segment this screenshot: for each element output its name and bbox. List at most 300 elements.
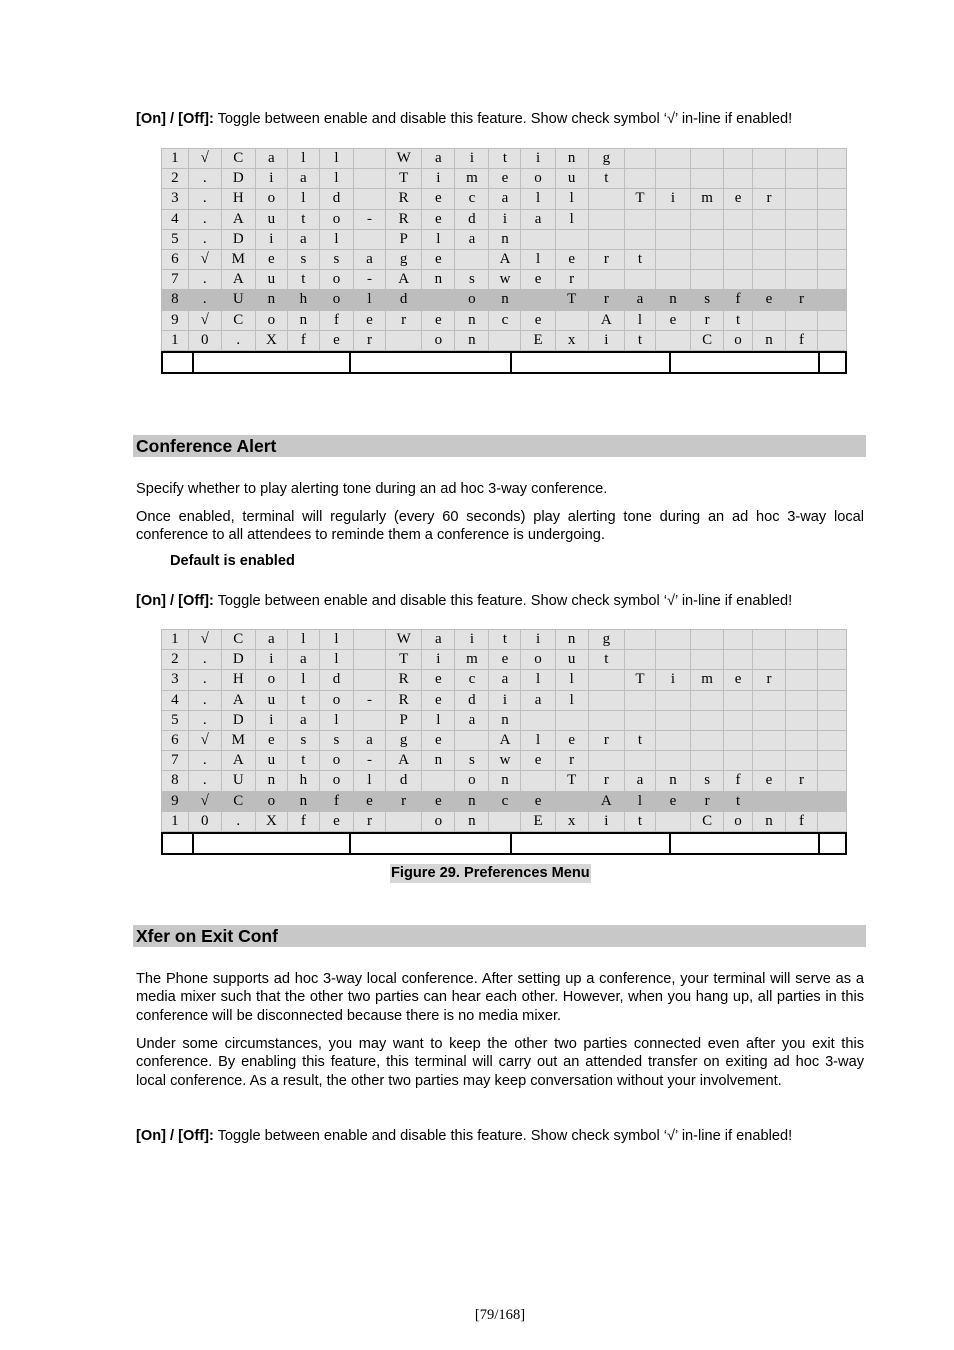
lcd-cell: e [521, 751, 555, 771]
lcd-cell: l [287, 670, 319, 690]
lcd-cell [724, 169, 753, 189]
lcd-cell: W [386, 149, 422, 169]
lcd-cell [818, 690, 847, 710]
lcd-cell: 5 [162, 229, 189, 249]
lcd-cell [655, 169, 690, 189]
lcd-cell: . [188, 169, 221, 189]
lcd-cell [386, 811, 422, 831]
lcd-cell [655, 751, 690, 771]
menu-row [162, 730, 847, 750]
lcd-cell [724, 270, 753, 290]
lcd-cell: T [624, 189, 655, 209]
lcd-cell: - [354, 751, 386, 771]
xfer-paragraph-1: The Phone supports ad hoc 3-way local conference. After setting up a conference, your terminal will serve as a media mixer such that the other two parties can hear each other. However, when you hang up, all parties in this conference will be disconnected because there is no media mixer. [136, 971, 864, 1024]
lcd-cell: l [521, 249, 555, 269]
lcd-cell [354, 189, 386, 209]
lcd-cell: . [188, 670, 221, 690]
lcd-cell: s [287, 249, 319, 269]
lcd-cell: t [489, 630, 521, 650]
lcd-cell: d [319, 670, 353, 690]
lcd-cell: o [255, 310, 287, 330]
lcd-cell [624, 169, 655, 189]
lcd-cell: c [489, 310, 521, 330]
lcd-cell: 6 [162, 249, 189, 269]
lcd-cell: e [354, 791, 386, 811]
default-setting: Default is enabled [170, 553, 295, 569]
lcd-cell: o [724, 811, 753, 831]
lcd-cell [786, 630, 818, 650]
lcd-cell: A [386, 270, 422, 290]
lcd-cell: r [588, 290, 624, 310]
lcd-cell: r [786, 290, 818, 310]
lcd-cell: o [319, 270, 353, 290]
lcd-cell: f [319, 791, 353, 811]
lcd-cell: r [786, 771, 818, 791]
lcd-cell: 3 [162, 670, 189, 690]
lcd-cell: l [422, 710, 455, 730]
lcd-cell: e [489, 650, 521, 670]
lcd-cell [724, 630, 753, 650]
lcd-cell: a [521, 209, 555, 229]
lcd-cell: m [691, 670, 724, 690]
lcd-cell [818, 811, 847, 831]
lcd-cell [752, 710, 785, 730]
lcd-cell [752, 229, 785, 249]
lcd-cell [555, 229, 588, 249]
lcd-cell: m [455, 650, 489, 670]
lcd-cell: i [588, 811, 624, 831]
lcd-cell: e [521, 791, 555, 811]
lcd-cell: a [455, 710, 489, 730]
lcd-cell [786, 751, 818, 771]
lcd-cell [521, 710, 555, 730]
lcd-cell: e [255, 730, 287, 750]
lcd-cell: e [655, 791, 690, 811]
lcd-cell: f [319, 310, 353, 330]
lcd-cell: D [221, 169, 255, 189]
lcd-cell: a [489, 189, 521, 209]
lcd-cell [786, 310, 818, 330]
lcd-cell [588, 270, 624, 290]
lcd-cell: E [521, 811, 555, 831]
lcd-cell [818, 670, 847, 690]
lcd-cell: a [255, 149, 287, 169]
lcd-cell: n [752, 811, 785, 831]
lcd-cell [655, 730, 690, 750]
lcd-cell: s [455, 751, 489, 771]
lcd-cell [752, 730, 785, 750]
lcd-cell [588, 690, 624, 710]
lcd-cell: . [188, 690, 221, 710]
lcd-cell: t [287, 209, 319, 229]
lcd-cell [818, 330, 847, 350]
lcd-cell [624, 209, 655, 229]
lcd-cell: i [255, 169, 287, 189]
lcd-cell [691, 270, 724, 290]
lcd-cell: n [489, 229, 521, 249]
lcd-cell: u [255, 270, 287, 290]
lcd-cell: r [354, 330, 386, 350]
lcd-cell: e [521, 270, 555, 290]
lcd-cell: s [691, 771, 724, 791]
lcd-cell: d [455, 690, 489, 710]
lcd-cell: . [188, 270, 221, 290]
lcd-cell: f [287, 811, 319, 831]
lcd-cell: f [724, 771, 753, 791]
lcd-cell [752, 630, 785, 650]
lcd-cell [786, 209, 818, 229]
lcd-cell: o [422, 330, 455, 350]
lcd-cell [818, 149, 847, 169]
lcd-cell: m [455, 169, 489, 189]
onoff-description-3 [136, 1127, 864, 1145]
lcd-cell [818, 771, 847, 791]
lcd-cell: o [455, 771, 489, 791]
lcd-cell: e [422, 209, 455, 229]
lcd-cell: h [287, 771, 319, 791]
menu-row [162, 169, 847, 189]
lcd-cell [655, 249, 690, 269]
lcd-cell: 0 [188, 330, 221, 350]
lcd-cell: H [221, 189, 255, 209]
lcd-cell: 1 [162, 330, 189, 350]
lcd-cell: H [221, 670, 255, 690]
lcd-cell: l [555, 209, 588, 229]
lcd-cell: D [221, 650, 255, 670]
menu-row [162, 751, 847, 771]
lcd-cell: m [691, 189, 724, 209]
lcd-cell: 8 [162, 290, 189, 310]
lcd-cell [691, 690, 724, 710]
lcd-cell [818, 249, 847, 269]
lcd-cell: r [555, 751, 588, 771]
lcd-cell: A [221, 690, 255, 710]
menu-row [162, 189, 847, 209]
menu-row-selected [162, 791, 847, 811]
lcd-cell: e [354, 310, 386, 330]
lcd-cell [818, 270, 847, 290]
lcd-cell: M [221, 730, 255, 750]
lcd-cell: i [422, 169, 455, 189]
lcd-cell [752, 690, 785, 710]
lcd-cell: i [521, 630, 555, 650]
lcd-cell: √ [188, 310, 221, 330]
lcd-cell: . [188, 209, 221, 229]
lcd-cell [818, 710, 847, 730]
lcd-cell: l [354, 290, 386, 310]
lcd-cell: r [691, 791, 724, 811]
lcd-cell [555, 791, 588, 811]
lcd-cell: g [588, 630, 624, 650]
lcd-cell [354, 630, 386, 650]
lcd-cell [691, 169, 724, 189]
lcd-cell: T [386, 169, 422, 189]
lcd-cell: l [521, 730, 555, 750]
lcd-cell: 6 [162, 730, 189, 750]
lcd-cell: c [489, 791, 521, 811]
lcd-cell: s [691, 290, 724, 310]
lcd-cell: 4 [162, 209, 189, 229]
lcd-cell [655, 330, 690, 350]
lcd-cell: C [221, 630, 255, 650]
lcd-cell [655, 690, 690, 710]
lcd-cell [624, 690, 655, 710]
lcd-cell [588, 209, 624, 229]
lcd-cell: a [422, 630, 455, 650]
lcd-cell [818, 209, 847, 229]
lcd-cell: U [221, 771, 255, 791]
lcd-cell: e [255, 249, 287, 269]
lcd-cell: . [188, 751, 221, 771]
lcd-cell [455, 249, 489, 269]
lcd-cell: n [489, 710, 521, 730]
lcd-cell: f [287, 330, 319, 350]
lcd-cell: t [724, 310, 753, 330]
lcd-cell [624, 229, 655, 249]
lcd-cell: t [624, 811, 655, 831]
lcd-cell [624, 149, 655, 169]
onoff-text: Toggle between enable and disable this feature. Show check symbol ‘√’ in-line if enabled! [217, 1128, 793, 1144]
lcd-cell [489, 330, 521, 350]
menu-row [162, 690, 847, 710]
lcd-cell: n [422, 751, 455, 771]
menu-row [162, 670, 847, 690]
lcd-cell [786, 670, 818, 690]
lcd-cell: 3 [162, 189, 189, 209]
lcd-cell: e [422, 791, 455, 811]
lcd-cell [724, 229, 753, 249]
lcd-cell: 2 [162, 169, 189, 189]
lcd-cell [386, 330, 422, 350]
lcd-cell [818, 630, 847, 650]
lcd-cell [724, 249, 753, 269]
menu-row [162, 249, 847, 269]
lcd-cell: g [588, 149, 624, 169]
lcd-cell [752, 310, 785, 330]
lcd-cell: 7 [162, 270, 189, 290]
lcd-cell [354, 670, 386, 690]
lcd-cell: √ [188, 249, 221, 269]
lcd-cell [455, 730, 489, 750]
lcd-cell: . [188, 710, 221, 730]
lcd-cell: a [287, 229, 319, 249]
menu-row [162, 270, 847, 290]
lcd-cell [655, 149, 690, 169]
lcd-cell: t [624, 249, 655, 269]
lcd-cell: i [255, 229, 287, 249]
lcd-cell: n [455, 791, 489, 811]
lcd-cell: C [691, 330, 724, 350]
lcd-cell: u [255, 209, 287, 229]
lcd-cell: a [422, 149, 455, 169]
lcd-cell [786, 189, 818, 209]
lcd-cell [588, 229, 624, 249]
lcd-cell: o [724, 330, 753, 350]
lcd-cell: T [386, 650, 422, 670]
lcd-cell: 1 [162, 811, 189, 831]
lcd-cell: T [555, 771, 588, 791]
lcd-cell [624, 751, 655, 771]
lcd-cell: n [287, 310, 319, 330]
lcd-cell: l [624, 310, 655, 330]
lcd-cell [818, 730, 847, 750]
lcd-cell: w [489, 751, 521, 771]
lcd-cell: t [724, 791, 753, 811]
lcd-cell [752, 791, 785, 811]
lcd-cell [588, 710, 624, 730]
preferences-menu-2 [161, 629, 847, 855]
lcd-cell: P [386, 229, 422, 249]
lcd-cell: √ [188, 630, 221, 650]
lcd-cell: n [489, 771, 521, 791]
lcd-cell: l [354, 771, 386, 791]
lcd-cell: e [752, 771, 785, 791]
lcd-cell: C [221, 310, 255, 330]
lcd-cell: i [588, 330, 624, 350]
lcd-cell: n [752, 330, 785, 350]
lcd-cell: o [319, 209, 353, 229]
lcd-cell: g [386, 730, 422, 750]
lcd-cell: t [287, 270, 319, 290]
lcd-cell [724, 650, 753, 670]
lcd-cell: . [188, 771, 221, 791]
onoff-description-2 [136, 592, 864, 610]
lcd-cell [489, 811, 521, 831]
lcd-cell: o [255, 670, 287, 690]
lcd-cell: . [188, 650, 221, 670]
lcd-cell: c [455, 189, 489, 209]
lcd-cell: n [555, 630, 588, 650]
lcd-cell: 5 [162, 710, 189, 730]
lcd-cell: e [319, 811, 353, 831]
lcd-cell: a [255, 630, 287, 650]
onoff-label: [On] / [Off]: [136, 1128, 214, 1144]
lcd-cell: D [221, 229, 255, 249]
lcd-cell: n [455, 310, 489, 330]
lcd-cell: n [655, 771, 690, 791]
lcd-cell: d [386, 290, 422, 310]
lcd-cell: a [521, 690, 555, 710]
lcd-cell: c [455, 670, 489, 690]
lcd-cell: n [422, 270, 455, 290]
lcd-cell: o [255, 189, 287, 209]
lcd-cell: . [188, 290, 221, 310]
lcd-grid [161, 629, 847, 832]
menu-row [162, 209, 847, 229]
lcd-cell: l [287, 189, 319, 209]
lcd-cell: l [319, 630, 353, 650]
lcd-cell: o [319, 751, 353, 771]
onoff-label: [On] / [Off]: [136, 111, 214, 127]
lcd-cell: n [287, 791, 319, 811]
lcd-cell: √ [188, 791, 221, 811]
menu-row [162, 710, 847, 730]
lcd-cell: w [489, 270, 521, 290]
lcd-cell: i [655, 670, 690, 690]
lcd-cell: e [422, 249, 455, 269]
lcd-cell [724, 209, 753, 229]
lcd-cell [691, 751, 724, 771]
section-heading-conference-alert: Conference Alert [133, 435, 866, 457]
lcd-cell: i [489, 690, 521, 710]
lcd-cell [588, 189, 624, 209]
lcd-cell: . [188, 189, 221, 209]
lcd-cell: X [255, 811, 287, 831]
lcd-cell: o [521, 169, 555, 189]
lcd-cell: A [588, 791, 624, 811]
lcd-cell: A [489, 249, 521, 269]
onoff-text: Toggle between enable and disable this feature. Show check symbol ‘√’ in-line if enabled! [217, 111, 793, 127]
lcd-cell: t [624, 330, 655, 350]
lcd-cell [786, 149, 818, 169]
lcd-cell: n [255, 771, 287, 791]
lcd-cell: e [422, 690, 455, 710]
lcd-cell: d [386, 771, 422, 791]
lcd-cell: s [319, 249, 353, 269]
lcd-cell: l [287, 630, 319, 650]
lcd-cell: l [319, 169, 353, 189]
lcd-cell: A [588, 310, 624, 330]
lcd-cell: o [319, 690, 353, 710]
lcd-cell: e [422, 310, 455, 330]
lcd-cell: e [752, 290, 785, 310]
lcd-cell: r [752, 189, 785, 209]
lcd-cell [752, 249, 785, 269]
lcd-cell: r [588, 771, 624, 791]
lcd-cell: A [221, 270, 255, 290]
lcd-cell: - [354, 690, 386, 710]
lcd-cell [786, 229, 818, 249]
lcd-cell: n [455, 330, 489, 350]
lcd-cell: D [221, 710, 255, 730]
lcd-cell [786, 690, 818, 710]
lcd-cell: . [221, 330, 255, 350]
menu-footer-row [161, 351, 847, 374]
lcd-cell: l [555, 670, 588, 690]
lcd-cell: f [786, 330, 818, 350]
lcd-cell: i [655, 189, 690, 209]
lcd-cell: e [724, 670, 753, 690]
lcd-cell: e [655, 310, 690, 330]
lcd-cell: l [422, 229, 455, 249]
lcd-cell: t [489, 149, 521, 169]
lcd-cell [818, 229, 847, 249]
lcd-cell: t [624, 730, 655, 750]
lcd-cell [691, 710, 724, 730]
lcd-cell: e [555, 249, 588, 269]
lcd-cell: g [386, 249, 422, 269]
lcd-cell [818, 791, 847, 811]
lcd-cell [521, 229, 555, 249]
lcd-cell: u [255, 751, 287, 771]
xfer-paragraph-2: Under some circumstances, you may want to keep the other two parties connected even after you exit this conference. By enabling this feature, this terminal will carry out an attended transfer on exiting ad hoc 3-way local conference. As a result, the other two parties may keep conversation without your involvement. [136, 1036, 864, 1089]
lcd-cell: A [221, 209, 255, 229]
lcd-cell: a [624, 771, 655, 791]
lcd-cell: f [786, 811, 818, 831]
lcd-cell [724, 690, 753, 710]
lcd-cell: R [386, 209, 422, 229]
lcd-cell: a [354, 730, 386, 750]
lcd-cell: T [555, 290, 588, 310]
lcd-cell [752, 270, 785, 290]
lcd-cell: R [386, 690, 422, 710]
lcd-cell: a [455, 229, 489, 249]
lcd-cell: a [489, 670, 521, 690]
lcd-cell: e [555, 730, 588, 750]
lcd-cell: C [221, 791, 255, 811]
lcd-cell [555, 310, 588, 330]
menu-row [162, 630, 847, 650]
